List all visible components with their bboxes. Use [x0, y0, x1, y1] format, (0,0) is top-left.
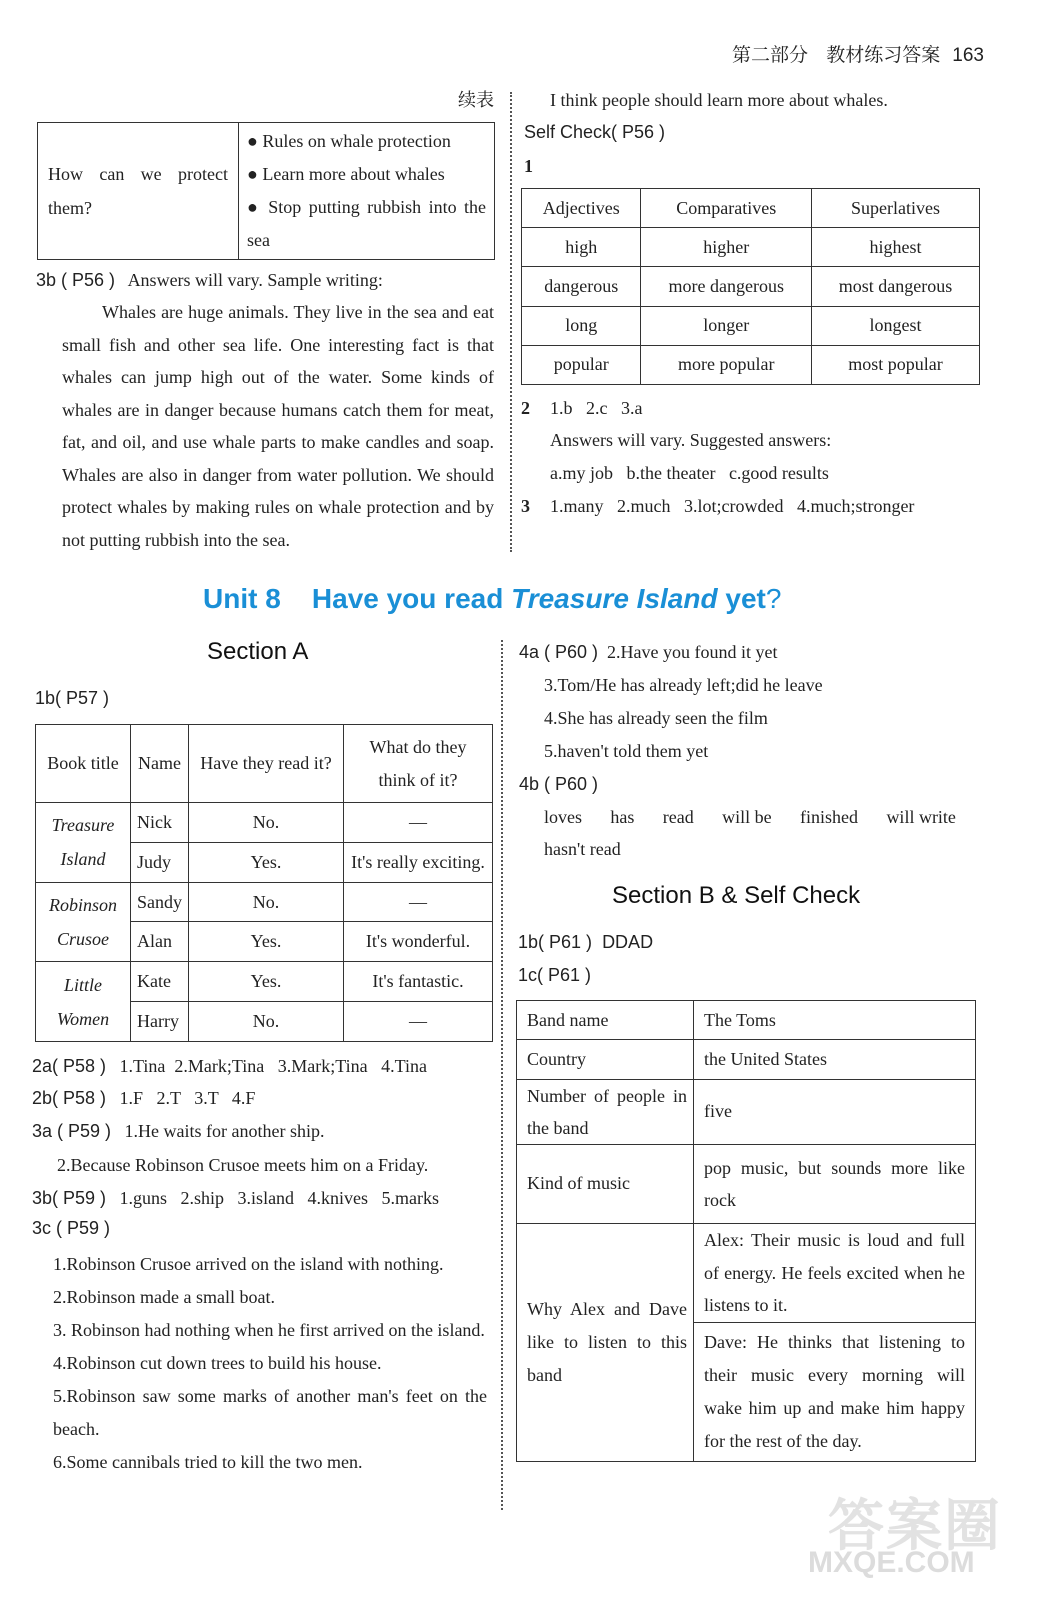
book-little-women: Little Women [36, 962, 131, 1042]
q3a-text2: 2.Because Robinson Crusoe meets him on a Friday. [57, 1155, 429, 1175]
header-superlatives: Superlatives [812, 189, 980, 228]
cell: No. [189, 1002, 344, 1042]
q1b-p61 [518, 932, 653, 953]
q3a-text1: 1.He waits for another ship. [124, 1121, 325, 1141]
why-label: Why Alex and Dave like to listen to this band [517, 1223, 694, 1461]
cell: longest [812, 306, 980, 345]
q3c-list [53, 1248, 487, 1479]
cell: more dangerous [641, 267, 812, 306]
q3b-p59 [32, 1182, 439, 1215]
list-item: 2.Robinson made a small boat. [53, 1287, 275, 1307]
q2a-label: 2a( P58 ) [32, 1056, 107, 1076]
q3a-label: 3a ( P59 ) [32, 1121, 112, 1141]
q1-number: 1 [524, 156, 533, 176]
q2b-label: 2b( P58 ) [32, 1088, 107, 1108]
cell: Alan [131, 922, 189, 962]
watermark-url: MXQE.COM [808, 1546, 975, 1579]
cell: high [522, 228, 641, 267]
unit-title-qmark: ? [765, 583, 782, 614]
table-row [36, 882, 493, 922]
q2-line2: Answers will vary. Suggested answers: [550, 430, 832, 450]
q2-number: 2 [521, 398, 530, 418]
unit-title [203, 583, 781, 615]
list-item: 6.Some cannibals tried to kill the two men. [53, 1452, 363, 1472]
q4a-item: 5.haven't told them yet [544, 741, 709, 761]
table-row [517, 1001, 976, 1040]
q2-line3: a.my job b.the theater c.good results [550, 463, 829, 483]
q2-line1: 1.b 2.c 3.a [550, 398, 643, 418]
protect-answers [239, 123, 495, 260]
table-row [517, 1223, 976, 1322]
music-label: Kind of music [517, 1145, 694, 1224]
q3b-p59-label: 3b( P59 ) [32, 1188, 107, 1208]
table-row [517, 1145, 976, 1224]
answer-item: ● Rules on whale protection [247, 131, 451, 151]
q3c-label: 3c ( P59 ) [32, 1218, 111, 1238]
q2b-text: 1.F 2.T 3.T 4.F [119, 1088, 256, 1108]
whale-protect-table [37, 122, 495, 260]
page-number: 163 [952, 45, 984, 66]
essay-text: Whales are huge animals. They live in the sea and eat small fish and other sea life. One interesting fact is that whales can jump high out of the water. Some kinds of whales are in danger because humans catch them for meat, fat, and oil, and use whale parts to make candles and soap. Whales are also in danger from water pollution. We should protect whales by making rules on whale protection and by not putting rubbish into the sea. [62, 302, 494, 550]
cell: It's fantastic. [344, 962, 493, 1002]
cell: Judy [131, 842, 189, 882]
cell: Harry [131, 1002, 189, 1042]
table-row [522, 306, 980, 345]
protect-question: How can we protect them? [38, 123, 239, 260]
book-robinson-crusoe: Robinson Crusoe [36, 882, 131, 962]
cell: It's wonderful. [344, 922, 493, 962]
list-item: 5.Robinson saw some marks of another man's feet on the beach. [53, 1386, 487, 1439]
q3b-intro: Answers will vary. Sample writing: [127, 270, 383, 290]
book-treasure-island: Treasure Island [36, 803, 131, 883]
q4a-item: 4.She has already seen the film [544, 708, 768, 728]
cell: — [344, 1002, 493, 1042]
q4a-label: 4a ( P60 ) [519, 642, 599, 662]
cell: long [522, 306, 641, 345]
header-name: Name [131, 725, 189, 803]
list-item: 3. Robinson had nothing when he first arrived on the island. [53, 1320, 485, 1340]
q4b-line2: hasn't read [544, 839, 621, 859]
people-label: Number of people in the band [517, 1079, 694, 1144]
list-item: 1.Robinson Crusoe arrived on the island with nothing. [53, 1254, 444, 1274]
answer-word: finished [800, 807, 859, 827]
section-b-title: Section B & Self Check [612, 882, 861, 909]
q2a-text: 1.Tina 2.Mark;Tina 3.Mark;Tina 4.Tina [119, 1056, 427, 1076]
cell: — [344, 882, 493, 922]
q4b-line1 [544, 801, 956, 834]
table-row [517, 1040, 976, 1079]
table-row [36, 803, 493, 843]
q1b-p57-label: 1b( P57 ) [35, 688, 110, 708]
q4b-label: 4b ( P60 ) [519, 774, 599, 794]
people-value: five [694, 1079, 976, 1144]
unit-title-suffix: yet [717, 583, 766, 614]
cell: most dangerous [812, 267, 980, 306]
cell: It's really exciting. [344, 842, 493, 882]
cell: Kate [131, 962, 189, 1002]
header-book-title: Book title [36, 725, 131, 803]
right-line1: I think people should learn more about whales. [550, 90, 888, 110]
section-a-title: Section A [207, 638, 309, 665]
cell: higher [641, 228, 812, 267]
cell: Sandy [131, 882, 189, 922]
table-row [36, 962, 493, 1002]
cell: highest [812, 228, 980, 267]
answer-item: ● Learn more about whales [247, 164, 445, 184]
table-row [522, 267, 980, 306]
column-divider-bottom [501, 640, 503, 1510]
header-comparatives: Comparatives [641, 189, 812, 228]
header-have-read: Have they read it? [189, 725, 344, 803]
q4a-item: 2.Have you found it yet [607, 642, 778, 662]
unit-title-prefix: Unit 8 Have you read [203, 583, 512, 614]
unit-book-title: Treasure Island [511, 583, 718, 614]
page-header [732, 40, 984, 67]
answer-word: read [662, 807, 694, 827]
q2a-p58 [32, 1050, 427, 1083]
cell: popular [522, 345, 641, 384]
band-name-value: The Toms [694, 1001, 976, 1040]
q3-number: 3 [521, 496, 530, 516]
sample-essay [62, 296, 494, 556]
self-check-label: Self Check( P56 ) [524, 122, 666, 142]
cell: Yes. [189, 962, 344, 1002]
list-item: 4.Robinson cut down trees to build his house. [53, 1353, 382, 1373]
header-adjectives: Adjectives [522, 189, 641, 228]
q3b-label: 3b ( P56 ) [36, 270, 116, 290]
answer-word: has [610, 807, 635, 827]
q3a-p59 [32, 1115, 325, 1148]
q1b-p61-text: DDAD [602, 932, 654, 952]
header-part: 第二部分 [732, 44, 809, 66]
answer-item: ● Stop putting rubbish into the sea [247, 197, 486, 250]
books-table [35, 724, 493, 1042]
country-label: Country [517, 1040, 694, 1079]
table-row [522, 228, 980, 267]
cell: No. [189, 882, 344, 922]
q1b-p61-label: 1b( P61 ) [518, 932, 593, 952]
q1c-label: 1c( P61 ) [518, 965, 592, 985]
country-value: the United States [694, 1040, 976, 1079]
header-think: What do they think of it? [344, 725, 493, 803]
cell: more popular [641, 345, 812, 384]
header-title: 教材练习答案 [826, 44, 941, 66]
cell: Yes. [189, 842, 344, 882]
cell: dangerous [522, 267, 641, 306]
column-divider-top [510, 92, 512, 552]
answer-word: loves [544, 807, 582, 827]
cell: No. [189, 803, 344, 843]
watermark-logo: 答案圈 [828, 1494, 1002, 1557]
table-row [517, 1079, 976, 1144]
band-table [516, 1000, 976, 1462]
cell: Yes. [189, 922, 344, 962]
cell: — [344, 803, 493, 843]
q4a-item: 3.Tom/He has already left;did he leave [544, 675, 823, 695]
q2b-p58 [32, 1082, 255, 1115]
q3b-p56 [36, 264, 496, 297]
dave-reason: Dave: He thinks that listening to their music every morning will wake him up and make him happy for the rest of the day. [694, 1322, 976, 1461]
answer-word: will be [722, 807, 772, 827]
q3b-p59-text: 1.guns 2.ship 3.island 4.knives 5.marks [119, 1188, 440, 1208]
music-value: pop music, but sounds more like rock [694, 1145, 976, 1224]
continued-label: 续表 [458, 90, 494, 111]
adjectives-table [521, 188, 980, 385]
answer-word: will write [886, 807, 956, 827]
cell: Nick [131, 803, 189, 843]
table-row [522, 345, 980, 384]
q4a-p60 [519, 636, 778, 669]
band-name-label: Band name [517, 1001, 694, 1040]
q3-text: 1.many 2.much 3.lot;crowded 4.much;stronger [550, 496, 915, 516]
cell: longer [641, 306, 812, 345]
alex-reason: Alex: Their music is loud and full of energy. He feels excited when he listens to it. [694, 1223, 976, 1322]
cell: most popular [812, 345, 980, 384]
